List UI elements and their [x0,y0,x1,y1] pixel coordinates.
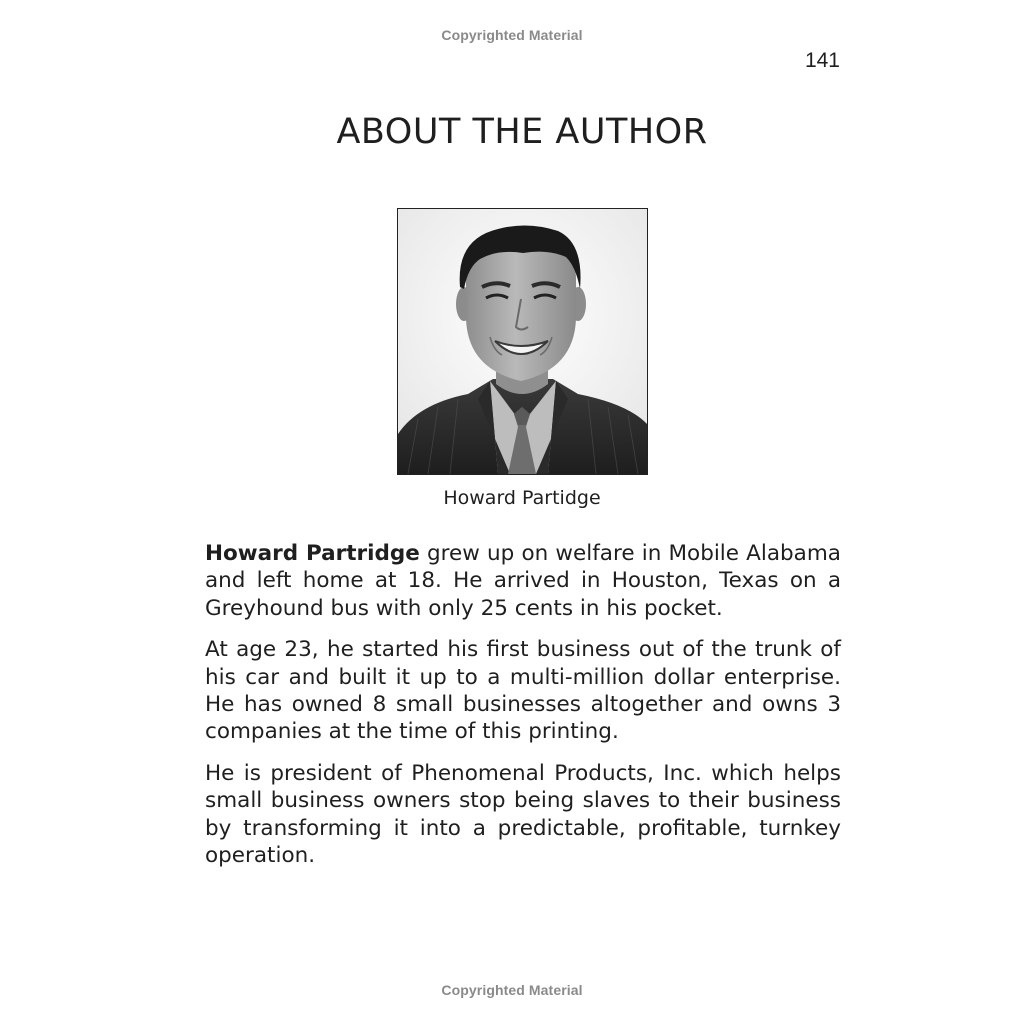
page-number: 141 [804,49,840,72]
bio-paragraph-1-text: grew up on welfare in Mobile Alabama and left home at 18. He arrived in Houston, Texas on a Greyhound bus with only 25 cents in his pocket. [205,541,841,621]
bio-paragraph-2: At age 23, he started his first business out of the trunk of his car and built it up to a multi-million dollar enterprise. He has owned 8 small businesses altogether and owns 3 companies at the time of this printing. [205,637,841,745]
photo-caption: Howard Partidge [443,487,601,509]
author-bio [205,540,841,883]
copyright-watermark-bottom: Copyrighted Material [441,982,583,998]
author-name: Howard Partridge [205,541,420,566]
author-photo [397,208,648,475]
copyright-watermark-top: Copyrighted Material [441,27,583,43]
bio-paragraph-1 [205,540,841,622]
bio-paragraph-3: He is president of Phenomenal Products, Inc. which helps small business owners stop being slaves to their business by transforming it into a predictable, profitable, turnkey operation. [205,760,841,869]
page-title: ABOUT THE AUTHOR [336,112,708,152]
author-portrait-photo-icon [398,209,647,474]
